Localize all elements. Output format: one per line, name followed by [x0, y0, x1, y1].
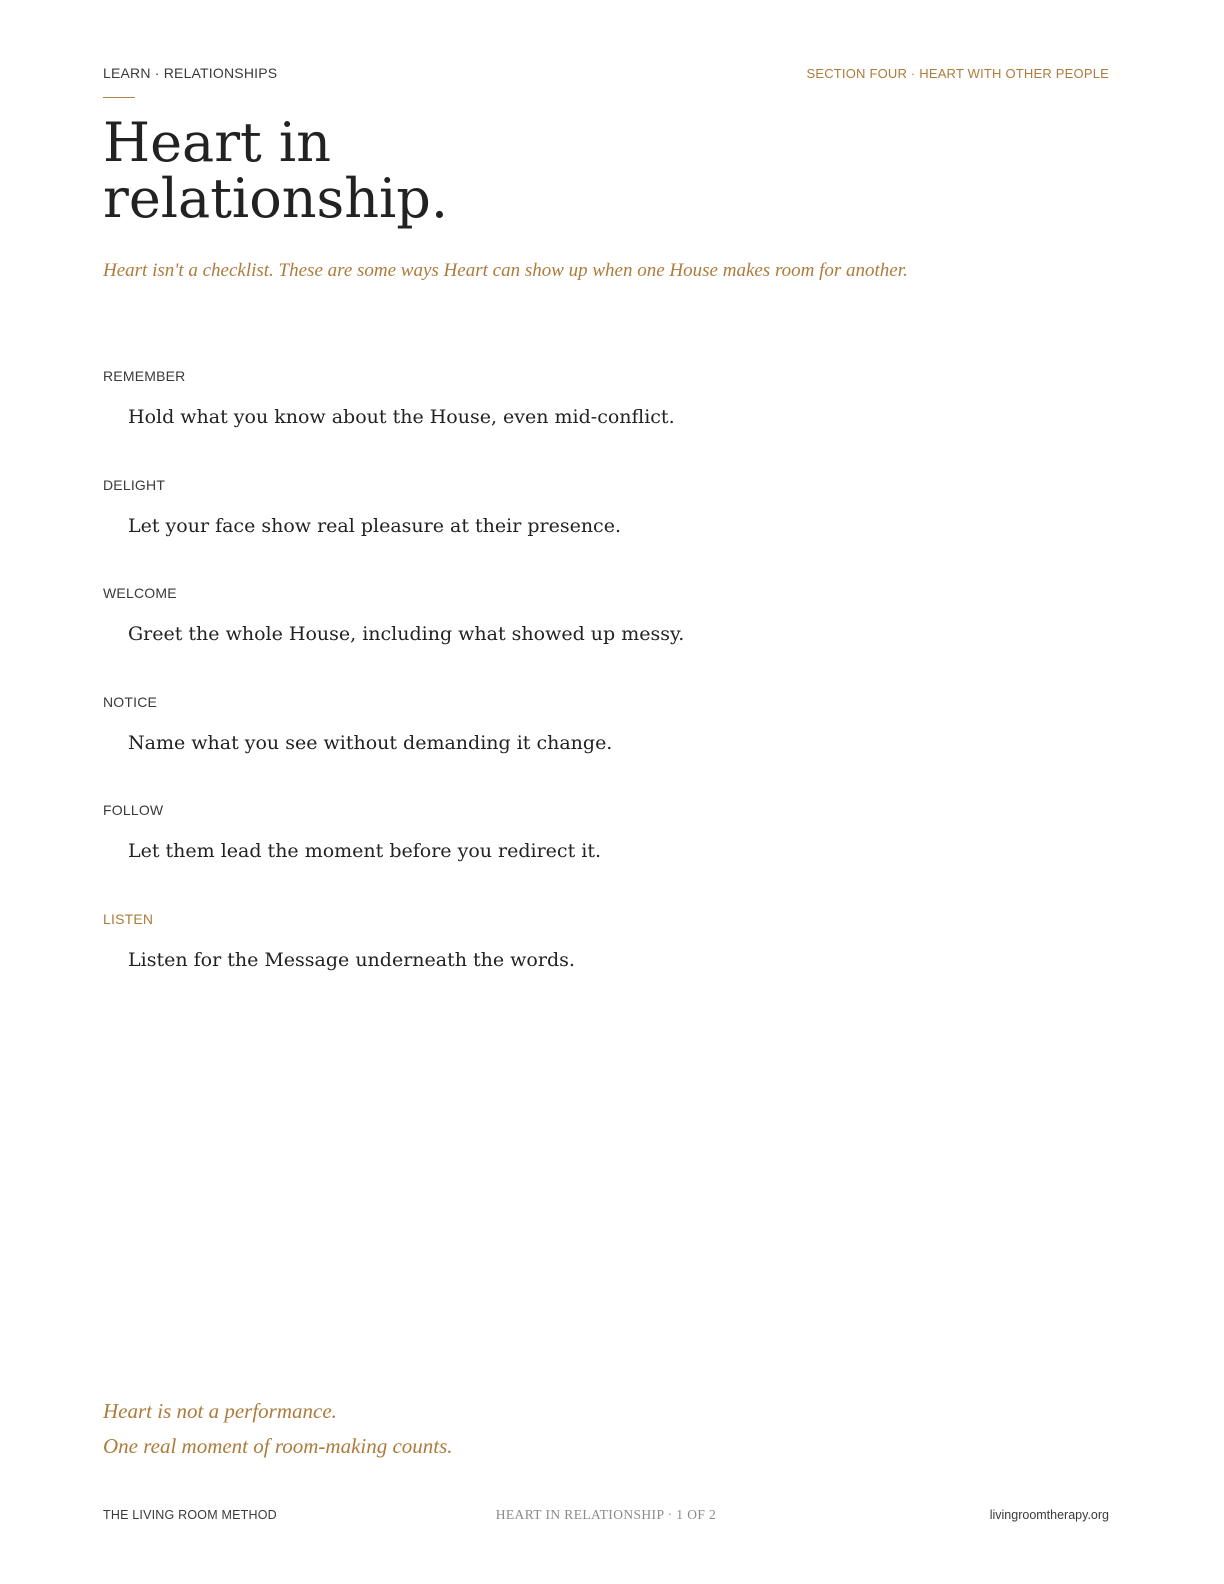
practice-label: REMEMBER	[103, 368, 186, 384]
practice-item-welcome	[103, 585, 1109, 694]
footer-brand: THE LIVING ROOM METHOD	[103, 1508, 277, 1522]
practice-label-highlighted: LISTEN	[103, 910, 154, 927]
title-line-1: Heart in	[103, 111, 331, 174]
practice-item-remember	[103, 368, 1109, 477]
practice-item-follow	[103, 802, 1109, 911]
practice-label: FOLLOW	[103, 802, 164, 818]
footer-page-indicator: HEART IN RELATIONSHIP · 1 OF 2	[495, 1507, 717, 1522]
practice-item-delight	[103, 477, 1109, 586]
practice-label: WELCOME	[103, 585, 177, 601]
practice-item-listen	[103, 911, 1109, 1020]
page-subtitle: Heart isn't a checklist. These are some ways Heart can show up when one House makes room for another.	[103, 260, 908, 281]
document-page	[103, 0, 1109, 1584]
practice-text: Let them lead the moment before you redirect it.	[128, 840, 601, 862]
page-header	[103, 65, 1109, 85]
practice-text: Let your face show real pleasure at their presence.	[128, 514, 621, 537]
closing-quote	[103, 1394, 453, 1464]
practice-label: DELIGHT	[103, 476, 166, 493]
page-title	[103, 111, 803, 230]
closing-line-2: One real moment of room-making counts.	[103, 1434, 453, 1458]
practice-label: NOTICE	[103, 693, 158, 710]
practice-text: Listen for the Message underneath the words.	[128, 948, 575, 971]
page-footer	[103, 1507, 1109, 1525]
accent-rule	[103, 97, 135, 98]
practice-text: Name what you see without demanding it change.	[128, 731, 613, 754]
practice-text: Hold what you know about the House, even mid-conflict.	[128, 406, 675, 428]
closing-line-1: Heart is not a performance.	[103, 1399, 337, 1423]
section-label: SECTION FOUR · HEART WITH OTHER PEOPLE	[806, 66, 1109, 81]
footer-website-link[interactable]: livingroomtherapy.org	[989, 1508, 1109, 1522]
practice-list	[103, 368, 1109, 1019]
breadcrumb: LEARN · RELATIONSHIPS	[103, 65, 278, 81]
practice-item-notice	[103, 694, 1109, 803]
practice-text: Greet the whole House, including what showed up messy.	[128, 623, 685, 645]
title-line-2: relationship.	[103, 167, 448, 230]
